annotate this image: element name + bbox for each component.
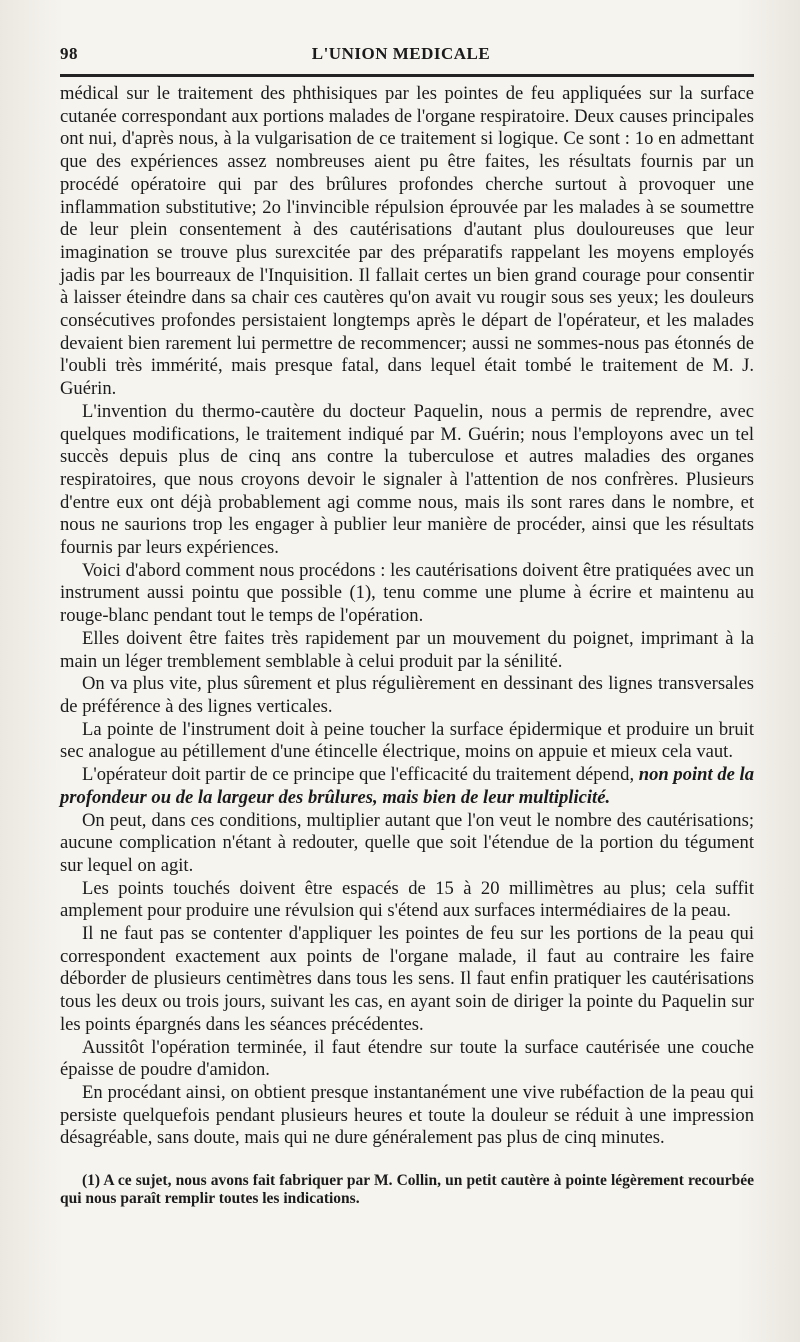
paragraph: Les points touchés doivent être espacés de 15 à 20 millimètres au plus; cela suffit amplement pour produire une révulsion qui s'étend aux surfaces intermédiaires de la peau. [60, 877, 754, 922]
paragraph: Il ne faut pas se contenter d'appliquer les pointes de feu sur les portions de la peau qui correspondent exactement aux points de l'organe malade, il faut au contraire les faire déborder de plusieurs centimètres dans tous les sens. Il faut enfin pratiquer les cautérisations tous les deux ou trois jours, suivant les cas, en ayant soin de diriger la pointe du Paquelin sur les points épargnés dans les séances précédentes. [60, 923, 754, 1035]
paragraph: On va plus vite, plus sûrement et plus régulièrement en dessinant des lignes transversales de préférence à des lignes verticales. [60, 673, 754, 717]
paragraph: Elles doivent être faites très rapidement par un mouvement du poignet, imprimant à la main un léger tremblement semblable à celui produit par la sénilité. [60, 627, 754, 672]
page-number: 98 [60, 44, 78, 63]
paragraph-with-emphasis [60, 764, 754, 809]
paragraph: On peut, dans ces conditions, multiplier autant que l'on veut le nombre des cautérisations; aucune complication n'étant à redouter, quelle que soit l'étendue de la portion du tégument sur lequel on agit. [60, 809, 754, 876]
paragraph: En procédant ainsi, on obtient presque instantanément une vive rubéfaction de la peau qui persiste quelquefois pendant plusieurs heures et toute la douleur se réduit à une impression désagréable, sans doute, mais qui ne dure généralement pas plus de cinq minutes. [60, 1081, 754, 1149]
paragraph: médical sur le traitement des phthisiques par les pointes de feu appliquées sur la surface cutanée correspondant aux portions malades de l'organe respiratoire. Deux causes principales ont nui, d'après nous, à la vulgarisation de ce traitement si logique. Ce sont : 1o en admettant que des expériences assez nombreuses aient pu être faites, les résultats fournis par un procédé opératoire qui par des brûlures profondes cherche surtout à provoquer une inflammation substitutive; 2o l'invincible répulsion éprouvée par les malades à se soumettre de leur plein consentement à des cautérisations d'autant plus douloureuses que leur imagination se trouve plus surexcitée par des préparatifs rappelant les moyens employés jadis par les bourreaux de l'Inquisition. Il fallait certes un bien grand courage pour consentir à laisser éteindre dans sa chair ces cautères qu'on avait vu rougir sous ses yeux; les douleurs consécutives profondes persistaient longtemps après le départ de l'opérateur, et les malades devaient bien rarement lui permettre de recommencer; aussi ne sommes-nous pas étonnés de l'oubli très immérité, mais presque fatal, dans lequel était tombé le traitement de M. J. Guérin. [60, 83, 754, 400]
header-rule [60, 74, 754, 77]
body-text [60, 83, 754, 1150]
page-header [60, 44, 754, 64]
footnote: (1) A ce sujet, nous avons fait fabriquer par M. Collin, un petit cautère à pointe légèrement recourbée qui nous paraît remplir toutes les indications. [60, 1172, 754, 1208]
paragraph: Aussitôt l'opération terminée, il faut étendre sur toute la surface cautérisée une couche épaisse de poudre d'amidon. [60, 1036, 754, 1081]
emphasis-lead: L'opérateur doit partir de ce principe que l'efficacité du traitement dépend, [82, 764, 635, 786]
emphasis-italic: non point de la profondeur ou de la largeur des brûlures, mais bien de leur multiplicité. [60, 764, 754, 808]
paragraph: La pointe de l'instrument doit à peine toucher la surface épidermique et produire un bruit sec analogue au pétillement d'une étincelle électrique, moins on appuie et mieux cela vaut. [60, 718, 754, 763]
paragraph: L'invention du thermo-cautère du docteur Paquelin, nous a permis de reprendre, avec quelques modifications, le traitement indiqué par M. Guérin; nous l'employons avec un tel succès depuis plus de cinq ans contre la tuberculose et autres maladies des organes respiratoires, que nous croyons devoir le signaler à l'attention de nos confrères. Plusieurs d'entre eux ont déjà probablement agi comme nous, mais ils sont rares dans le nombre, et nous ne saurions trop les engager à publier leur manière de procéder, ainsi que les résultats fournis par leurs expériences. [60, 400, 754, 559]
running-title: L'UNION MEDICALE [311, 44, 491, 63]
paragraph: Voici d'abord comment nous procédons : les cautérisations doivent être pratiquées avec un instrument aussi pointu que possible (1), tenu comme une plume à écrire et maintenu au rouge-blanc pendant tout le temps de l'opération. [60, 559, 754, 627]
